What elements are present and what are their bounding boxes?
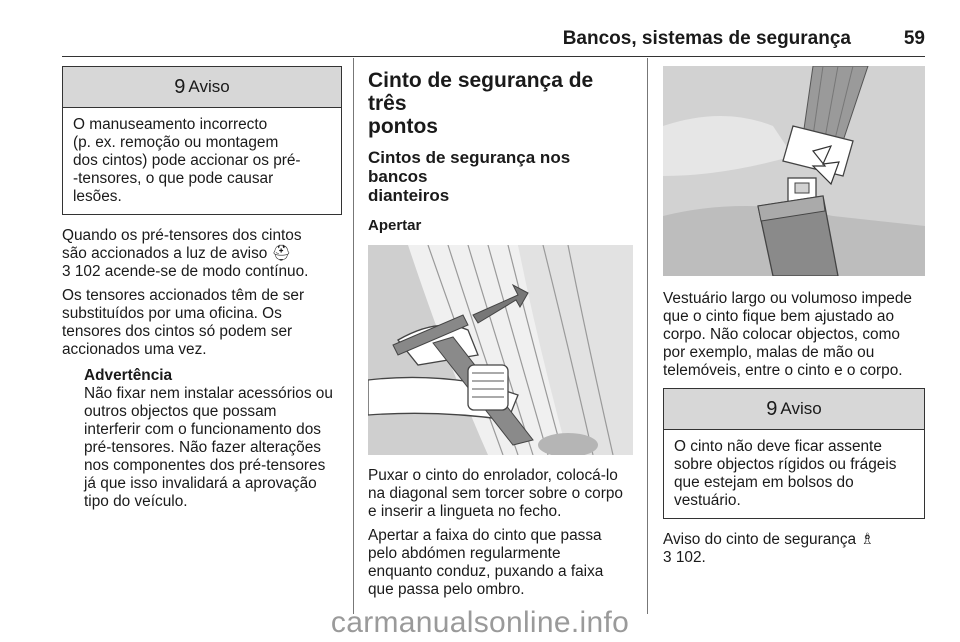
warning-line: que estejam em bolsos do [674,474,854,491]
text-line: Não fixar nem instalar acessórios ou [84,385,333,402]
text-line: enquanto conduz, puxando a faixa [368,563,604,580]
warning-triangle-icon: 9 [174,75,186,98]
text-line: por exemplo, malas de mão ou [663,344,875,361]
sub-sub-heading: Apertar [368,217,422,234]
text-line: e inserir a lingueta no fecho. [368,503,562,520]
note-block [62,367,342,511]
paragraph-pretensioner-light [62,227,342,281]
warning-triangle-icon: 9 [766,397,778,420]
buckle-illustration [663,66,925,276]
column-2 [368,66,633,605]
text-line: accionados uma vez. [62,341,207,358]
paragraph-tighten-lap [368,527,633,599]
warning-box [663,388,925,519]
warning-line: sobre objectos rígidos ou frágeis [674,456,897,473]
column-divider-2 [647,58,648,614]
text-line: Quando os pré-tensores dos cintos [62,227,302,244]
header-rule [62,56,925,57]
text-line: já que isso invalidará a aprovação [84,475,317,492]
text-line: Puxar o cinto do enrolador, colocá-lo [368,467,618,484]
warning-box [62,66,342,215]
text-line: 3 102 acende-se de modo contínuo. [62,263,309,280]
text-line: interferir com o funcionamento dos [84,421,321,438]
warning-title: Aviso [780,399,822,418]
text-line: pré-tensores. Não fazer alterações [84,439,321,456]
text-line: são accionados a luz de aviso ⛑ [62,245,292,262]
warning-line: dos cintos) pode accionar os pré- [73,152,301,169]
warning-header [63,67,341,108]
section-heading [368,69,633,138]
text-line: pelo abdómen regularmente [368,545,561,562]
warning-line: O cinto não deve ficar assente [674,438,882,455]
text-line: Vestuário largo ou volumoso impede [663,290,912,307]
warning-header [664,389,924,430]
heading-line: Cintos de segurança nos bancos [368,148,571,186]
paragraph-insert-tongue [368,467,633,521]
column-1 [62,66,342,517]
warning-line: (p. ex. remoção ou montagem [73,134,279,151]
page-header [62,28,925,58]
text-line: outros objectos que possam [84,403,277,420]
text-line: corpo. Não colocar objectos, como [663,326,900,343]
column-3 [663,66,925,573]
text-line: substituídos por uma oficina. Os [62,305,282,322]
heading-line: pontos [368,115,438,138]
paragraph-belt-reminder [663,531,925,567]
warning-line: -tensores, o que pode causar [73,170,274,187]
watermark: carmanualsonline.info [330,606,630,639]
text-line: nos componentes dos pré-tensores [84,457,326,474]
warning-line: vestuário. [674,492,741,509]
note-title: Advertência [84,367,173,384]
paragraph-loose-clothing [663,290,925,380]
text-line: que o cinto fique bem ajustado ao [663,308,895,325]
warning-line: O manuseamento incorrecto [73,116,268,133]
belt-fastening-drawing [368,245,633,455]
section-title: Bancos, sistemas de segurança [562,28,851,49]
column-divider-1 [353,58,354,614]
text-line: Aviso do cinto de segurança ♗ [663,531,875,548]
warning-title: Aviso [188,77,230,96]
heading-line: dianteiros [368,186,450,205]
sub-heading [368,148,633,205]
text-line: Os tensores accionados têm de ser [62,287,305,304]
text-line: tensores dos cintos só podem ser [62,323,293,340]
fastening-illustration [368,245,633,455]
warning-text [63,108,341,214]
text-line: tipo do veículo. [84,493,188,510]
heading-line: Cinto de segurança de três [368,69,594,115]
text-line: Apertar a faixa do cinto que passa [368,527,602,544]
warning-line: lesões. [73,188,122,205]
paragraph-replacement [62,287,342,359]
text-line: 3 102. [663,549,706,566]
warning-text [664,430,924,518]
text-line: que passa pelo ombro. [368,581,525,598]
belt-buckle-drawing [663,66,925,276]
page-number: 59 [903,28,925,49]
text-line: na diagonal sem torcer sobre o corpo [368,485,623,502]
text-line: telemóveis, entre o cinto e o corpo. [663,362,903,379]
